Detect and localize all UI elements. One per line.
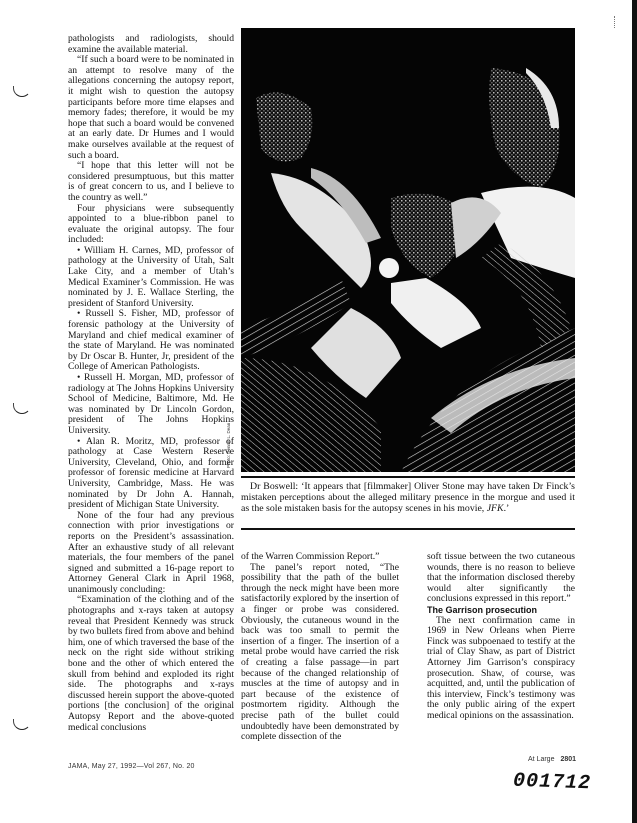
panel-member-moritz: • Alan R. Moritz, MD, professor of pathology at Case Western Reserve University, Cleveland, Ohio, and former professor of forensic medicine at Harvard University, Cambridge, Mass. He was nominated by Dr John A. Hannah, president of Michigan State University. xyxy=(68,435,234,511)
binder-hole-mark-top xyxy=(13,86,31,97)
section-heading: The Garrison prosecution xyxy=(427,604,538,615)
page-folio xyxy=(528,756,576,763)
photo-dr-boswell xyxy=(241,28,575,472)
binder-hole-mark-bottom xyxy=(13,719,31,730)
paragraph: “If such a board were to be nominated in an attempt to resolve many of the allegations concerning the autopsy report, it might wish to question the autopsy participants before more time elapses and memory fades; therefore, it would be my hope that such a board would be convened at an early date. Dr Humes and I would make ourselves available at the request of such a board. xyxy=(68,54,234,161)
caption-film-title: JFK xyxy=(486,503,504,514)
left-column xyxy=(68,34,234,733)
photo-credit: Photo: Dennis L. Dean xyxy=(226,422,231,468)
page-number: 2801 xyxy=(560,756,577,763)
panel-member-morgan: • Russell H. Morgan, MD, professor of radiology at The Johns Hopkins University School of Medicine, Baltimore, Md. He was nominated by Dr Lincoln Gordon, president of The Johns Hopkins University. xyxy=(68,372,234,436)
middle-column xyxy=(241,552,399,743)
right-column xyxy=(427,552,575,722)
paragraph: None of the four had any previous connection with prior investigations or reports on the President’s assassination. After an exhaustive study of all relevant materials, the four members of the panel signed and submitted a 16-page report to Attorney General Clark in April 1968, unanimously concluding: xyxy=(68,509,234,595)
panel-member-carnes: • William H. Carnes, MD, professor of pathology at the University of Utah, Salt Lake City, and a member of Utah’s Medical Examiner’s Commission. He was nominated by J. E. Wallace Sterling, the president of Stanford University. xyxy=(68,244,234,309)
scan-tick-mark xyxy=(614,16,616,28)
paragraph: The panel’s report noted, “The possibility that the path of the bullet through the neck might have been more satisfactorily explored by the insertion of a finger or probe was considered. Obviously, the cutaneous wound in the back was too small to permit the insertion of a finger. The insertion of a metal probe would have carried the risk of creating a false passage—in part because of the changed relationship of muscles at the time of autopsy and in part because of the existence of postmortem rigidity. Although the precise path of the bullet could undoubtedly have been demonstrated by complete dissection of the xyxy=(241,561,399,743)
paragraph: “Examination of the clothing and of the photographs and x-rays taken at autopsy reveal that President Kennedy was struck by two bullets fired from above and behind him, one of which traversed the base of the neck on the right side without striking bone and the other of which entered the skull from behind and exploded its right side. The photographs and x-rays discussed herein support the above-quoted portions [the conclusion] of the original Autopsy Report and the above-quoted medical conclusions xyxy=(68,594,234,733)
paragraph: pathologists and radiologists, should examine the available material. xyxy=(68,33,234,55)
paragraph: of the Warren Commission Report.” xyxy=(241,551,380,562)
caption-text: Dr Boswell: ‘It appears that [filmmaker] Oliver Stone may have taken Dr Finck’s mistaken perceptions about the alleged military presence in the morgue and used it as the sole mistaken basis for the autopsy scenes in his movie, xyxy=(241,481,575,514)
binder-hole-mark-middle xyxy=(13,403,31,414)
caption-rule-top xyxy=(241,476,575,478)
photo-caption xyxy=(241,481,575,514)
paragraph: The next confirmation came in 1969 in New Orleans when Pierre Finck was subpoenaed to testify at the trial of Clay Shaw, as part of District Attorney Jim Garrison’s conspiracy prosecution. Shaw, of course, was acquitted, and, until the publication of this interview, Finck’s testimony was the only public airing of the expert medical opinions on the assassination. xyxy=(427,614,575,721)
panel-member-fisher: • Russell S. Fisher, MD, professor of forensic pathology at the University of Maryland and chief medical examiner of the state of Maryland. He was nominated by Dr Oscar B. Hunter, Jr, president of the College of American Pathologists. xyxy=(68,308,234,373)
caption-text-end: .’ xyxy=(503,503,510,514)
photo-illustration xyxy=(241,28,575,472)
bates-stamp-number: 001712 xyxy=(512,769,592,796)
scan-edge-bar xyxy=(632,0,637,823)
paragraph: Four physicians were subsequently appointed to a blue-ribbon panel to evaluate the original autopsy. The four included: xyxy=(68,202,234,246)
journal-citation: JAMA, May 27, 1992—Vol 267, No. 20 xyxy=(68,763,195,770)
caption-rule-bottom xyxy=(241,528,575,530)
paragraph: “I hope that this letter will not be considered presumptuous, but this matter is of great concern to us, and I believe to the country as well.” xyxy=(68,160,234,203)
paragraph: soft tissue between the two cutaneous wounds, there is no reason to believe that the information disclosed thereby would alter significantly the conclusions expressed in this report.” xyxy=(427,551,575,605)
section-name: At Large xyxy=(528,756,555,763)
